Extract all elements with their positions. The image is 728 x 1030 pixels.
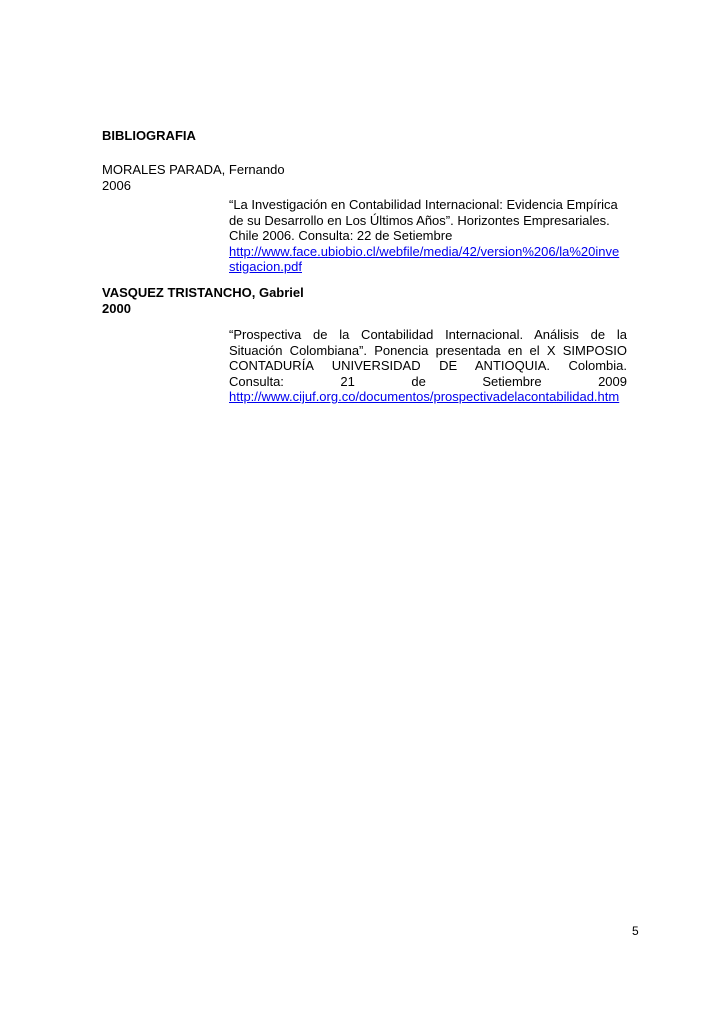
citation-line: de su Desarrollo en Los Últimos Años”. Horizontes Empresariales. bbox=[229, 212, 610, 228]
entry-year: 2000 bbox=[102, 301, 131, 316]
citation-line: Consulta: 21 de Setiembre 2009 bbox=[229, 373, 627, 389]
entry-citation bbox=[229, 327, 627, 405]
entry-author: VASQUEZ TRISTANCHO, Gabriel bbox=[102, 285, 304, 300]
entry-year: 2006 bbox=[102, 178, 131, 193]
citation-line: Chile 2006. Consulta: 22 de Setiembre bbox=[229, 228, 453, 243]
citation-line: “La Investigación en Contabilidad Internacional: Evidencia Empírica bbox=[229, 197, 618, 212]
citation-line: Situación Colombiana”. Ponencia presentada en el X SIMPOSIO bbox=[229, 342, 627, 358]
bibliography-heading: BIBLIOGRAFIA bbox=[102, 128, 196, 143]
citation-line: “Prospectiva de la Contabilidad Internacional. Análisis de la bbox=[229, 327, 627, 342]
citation-link[interactable]: http://www.face.ubiobio.cl/webfile/media/42/version%206/la%20inve bbox=[229, 243, 620, 259]
citation-link[interactable]: http://www.cijuf.org.co/documentos/prospectivadelacontabilidad.htm bbox=[229, 389, 620, 404]
entry-citation bbox=[229, 197, 627, 275]
citation-link[interactable]: stigacion.pdf bbox=[229, 259, 302, 274]
citation-line: CONTADURÍA UNIVERSIDAD DE ANTIOQUIA. Colombia. bbox=[229, 358, 627, 373]
entry-author: MORALES PARADA, Fernando bbox=[102, 162, 285, 177]
page-number: 5 bbox=[632, 924, 639, 938]
